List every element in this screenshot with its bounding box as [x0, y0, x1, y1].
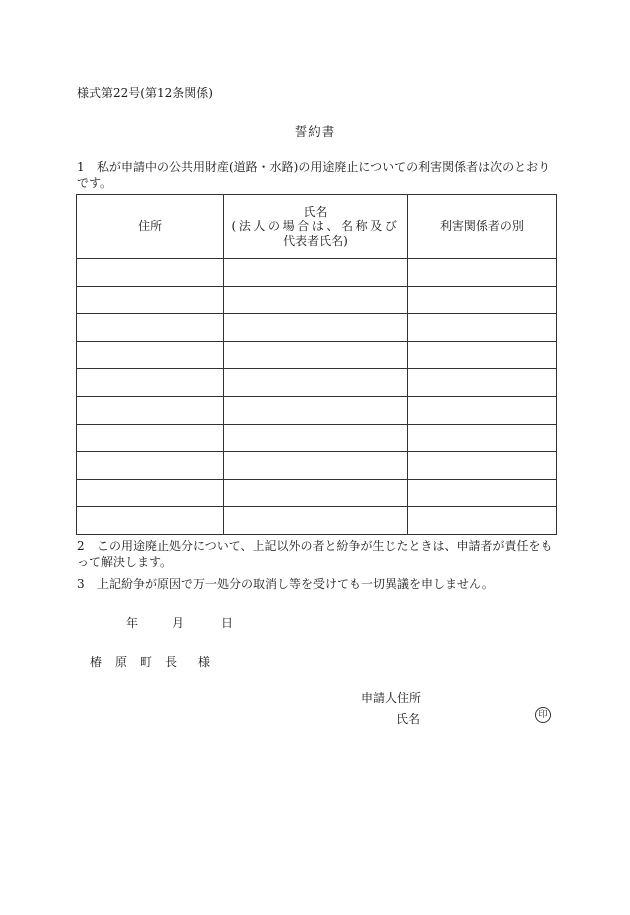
cell-relation[interactable]	[407, 479, 556, 507]
paragraph-2-number: 2	[77, 539, 85, 553]
paragraph-1	[77, 160, 555, 191]
header-address: 住所	[77, 195, 224, 259]
header-name	[224, 195, 407, 259]
table-row	[77, 396, 557, 424]
cell-name[interactable]	[224, 314, 407, 342]
cell-address[interactable]	[77, 479, 224, 507]
paragraph-3-text: 上記紛争が原因で万一処分の取消し等を受けても一切異議を申しません。	[97, 577, 494, 591]
date-month-label: 月	[172, 616, 185, 630]
table-row	[77, 286, 557, 314]
cell-name[interactable]	[224, 341, 407, 369]
cell-relation[interactable]	[407, 369, 556, 397]
cell-address[interactable]	[77, 424, 224, 452]
table-row	[77, 424, 557, 452]
interested-parties-table	[76, 194, 557, 535]
cell-address[interactable]	[77, 259, 224, 287]
table-row	[77, 479, 557, 507]
cell-relation[interactable]	[407, 314, 556, 342]
table-row	[77, 507, 557, 535]
paragraph-3-number: 3	[77, 577, 85, 591]
cell-relation[interactable]	[407, 259, 556, 287]
cell-relation[interactable]	[407, 341, 556, 369]
cell-name[interactable]	[224, 259, 407, 287]
table-row	[77, 314, 557, 342]
cell-name[interactable]	[224, 286, 407, 314]
header-relation: 利害関係者の別	[407, 195, 556, 259]
date-day-label: 日	[221, 616, 234, 630]
form-number: 様式第22号(第12条関係)	[77, 86, 213, 100]
date-year-label: 年	[126, 616, 139, 630]
addressee-name: 椿原町長	[90, 655, 191, 669]
header-name-line1: 氏名	[303, 204, 328, 219]
table-header-row	[77, 195, 557, 259]
cell-name[interactable]	[224, 507, 407, 535]
cell-address[interactable]	[77, 314, 224, 342]
paragraph-1-text: 私が申請中の公共用財産(道路・水路)の用途廃止についての利害関係者は次のとおりです。	[77, 160, 551, 190]
paragraph-2-text: この用途廃止処分について、上記以外の者と紛争が生じたときは、申請者が責任をもって解決します。	[77, 539, 553, 569]
paragraph-2	[77, 539, 555, 570]
cell-address[interactable]	[77, 286, 224, 314]
table-row	[77, 452, 557, 480]
applicant-name-label: 氏名	[396, 712, 421, 726]
cell-address[interactable]	[77, 507, 224, 535]
cell-address[interactable]	[77, 396, 224, 424]
cell-relation[interactable]	[407, 424, 556, 452]
applicant-address-label: 申請人住所	[361, 691, 422, 705]
cell-name[interactable]	[224, 369, 407, 397]
cell-relation[interactable]	[407, 452, 556, 480]
seal-icon: 印	[535, 707, 551, 723]
table-row	[77, 341, 557, 369]
cell-name[interactable]	[224, 424, 407, 452]
document-title: 誓約書	[294, 124, 336, 139]
cell-address[interactable]	[77, 369, 224, 397]
header-name-line2: (法人の場合は、名称及び	[231, 219, 400, 234]
header-name-line3: 代表者氏名)	[283, 233, 348, 248]
paragraph-3	[77, 577, 555, 593]
cell-name[interactable]	[224, 396, 407, 424]
cell-relation[interactable]	[407, 507, 556, 535]
addressee-honorific: 様	[198, 655, 211, 669]
table-row	[77, 259, 557, 287]
cell-name[interactable]	[224, 479, 407, 507]
cell-relation[interactable]	[407, 396, 556, 424]
table-body	[77, 259, 557, 535]
paragraph-1-number: 1	[77, 160, 85, 174]
cell-relation[interactable]	[407, 286, 556, 314]
table-row	[77, 369, 557, 397]
cell-name[interactable]	[224, 452, 407, 480]
cell-address[interactable]	[77, 452, 224, 480]
cell-address[interactable]	[77, 341, 224, 369]
